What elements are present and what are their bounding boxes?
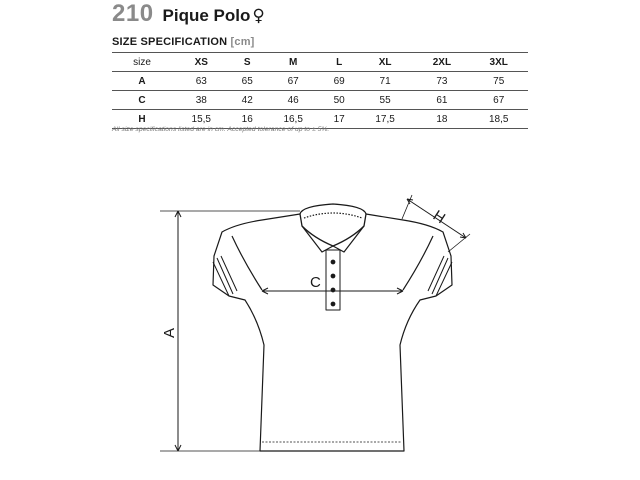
size-column-header: size (112, 53, 172, 72)
sleeve-cuff-left (213, 256, 237, 296)
table-cell: 71 (356, 72, 415, 91)
collar (300, 204, 366, 246)
table-cell: 38 (172, 91, 231, 110)
armhole-left (232, 236, 262, 290)
table-cell: 55 (356, 91, 415, 110)
table-cell: 42 (231, 91, 264, 110)
sleeve-cuff-right (428, 256, 452, 296)
size-column-header: XS (172, 53, 231, 72)
size-column-header: XL (356, 53, 415, 72)
row-label: A (112, 72, 172, 91)
size-column-header: 2XL (414, 53, 469, 72)
table-cell: 65 (231, 72, 264, 91)
size-spec-unit: [cm] (230, 36, 255, 48)
label-c: C (310, 274, 321, 291)
size-column-header: 3XL (469, 53, 528, 72)
collar-band (304, 213, 362, 218)
table-cell: 15,5 (172, 110, 231, 129)
size-spec-heading: SIZE SPECIFICATION (112, 36, 228, 48)
label-h: H (429, 207, 449, 228)
table-cell: 69 (322, 72, 355, 91)
button (331, 302, 335, 306)
table-cell: 18,5 (469, 110, 528, 129)
placket (326, 250, 340, 310)
sleeve-guide-bottom (448, 234, 470, 252)
model-number: 210 (112, 0, 154, 27)
table-cell: 17,5 (356, 110, 415, 129)
table-cell: 46 (264, 91, 323, 110)
female-symbol-icon: ♀ (252, 6, 265, 26)
table-cell: 61 (414, 91, 469, 110)
table-cell: 63 (172, 72, 231, 91)
table-cell: 16 (231, 110, 264, 129)
table-cell: 75 (469, 72, 528, 91)
label-a: A (161, 327, 178, 338)
table-cell: 73 (414, 72, 469, 91)
size-column-header: M (264, 53, 323, 72)
size-column-header: S (231, 53, 264, 72)
row-label: C (112, 91, 172, 110)
table-cell: 16,5 (264, 110, 323, 129)
sleeve-guide-top (402, 195, 412, 219)
product-name: Pique Polo (162, 6, 251, 25)
button (331, 274, 335, 278)
button (331, 260, 335, 264)
size-column-header: L (322, 53, 355, 72)
tolerance-note: All size specifications listed are in cm. Accepted tolerance of up to ± 5%. (112, 126, 330, 133)
table-cell: 67 (264, 72, 323, 91)
table-cell: 67 (469, 91, 528, 110)
armhole-right (403, 236, 433, 290)
row-label: H (112, 110, 172, 129)
table-cell: 18 (414, 110, 469, 129)
table-cell: 17 (322, 110, 355, 129)
table-cell: 50 (322, 91, 355, 110)
